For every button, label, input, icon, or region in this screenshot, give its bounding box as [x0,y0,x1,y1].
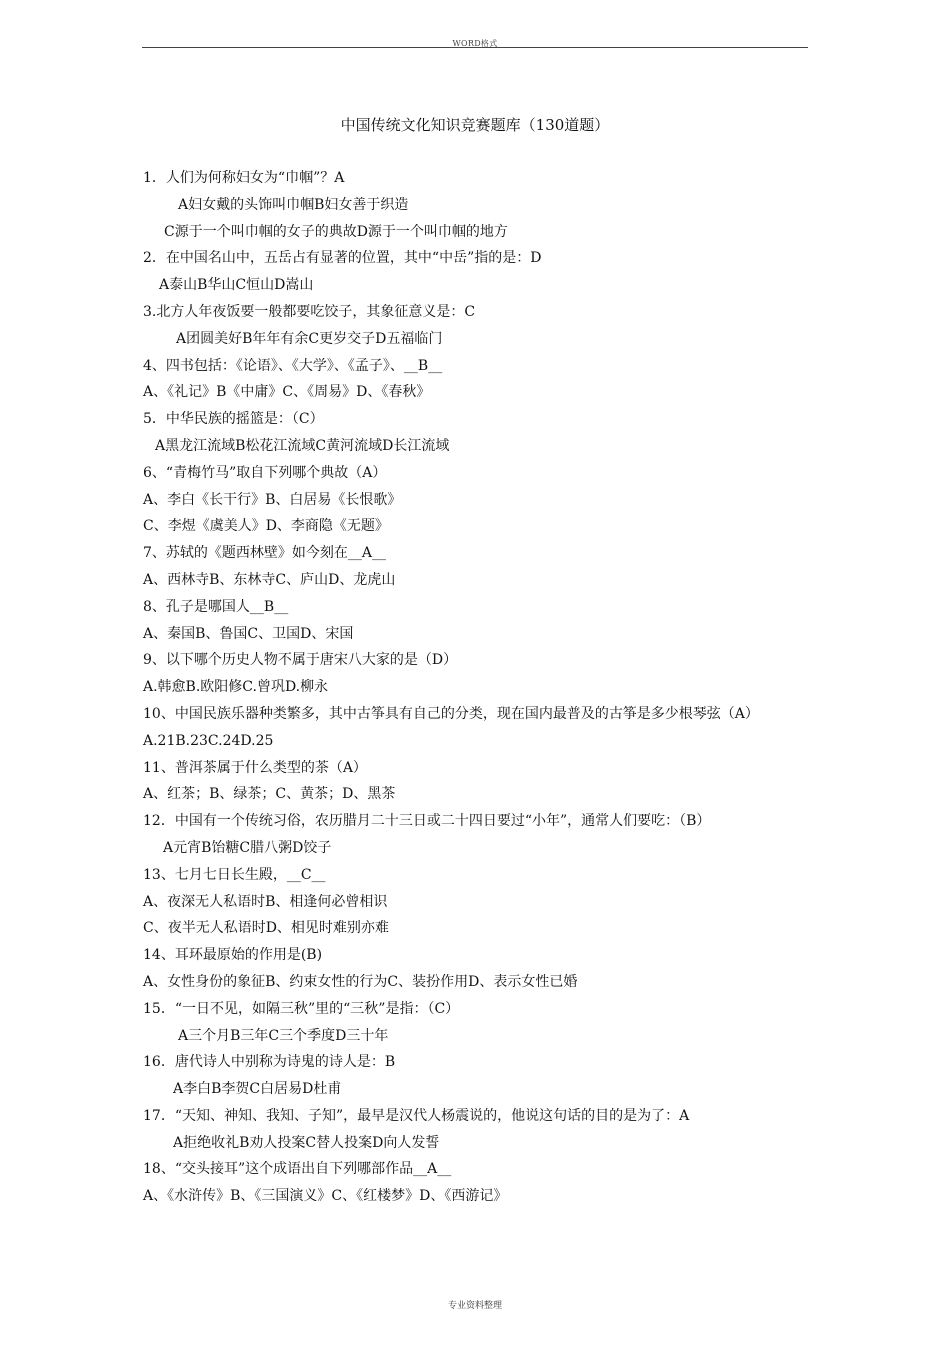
answer-options-line: A、秦国B、鲁国C、卫国D、宋国 [143,625,354,642]
question-line: 17．“天知、神知、我知、子知”，最早是汉代人杨震说的，他说这句话的目的是为了：A [143,1107,690,1124]
answer-options-line: A、《礼记》B《中庸》C、《周易》D、《春秋》 [143,384,431,401]
question-line: 2．在中国名山中，五岳占有显著的位置，其中“中岳”指的是：D [143,250,542,267]
answer-options-line: A、女性身份的象征B、约束女性的行为C、装扮作用D、表示女性已婚 [143,973,578,990]
question-line: 8、孔子是哪国人__B__ [143,598,289,615]
question-line: 15．“一日不见，如隔三秋”里的“三秋”是指：（C） [143,1000,460,1017]
answer-options-line: C源于一个叫巾帼的女子的典故D源于一个叫巾帼的地方 [164,223,508,240]
answer-options-line: A、西林寺B、东林寺C、庐山D、龙虎山 [143,571,396,588]
answer-options-line: A李白B李贺C白居易D杜甫 [173,1081,342,1098]
answer-options-line: A泰山B华山C恒山D嵩山 [159,277,314,294]
question-line: 1．人们为何称妇女为“巾帼”？A [143,170,345,186]
answer-options-line: A黑龙江流域B松花江流域C黄河流域D长江流域 [155,437,450,454]
question-line: 9、以下哪个历史人物不属于唐宋八大家的是（D） [143,652,458,669]
answer-options-line: A、夜深无人私语时B、相逢何必曾相识 [143,893,388,910]
page-footer: 专业资料整理 [447,1301,502,1311]
question-line: 6、“青梅竹马”取自下列哪个典故（A） [143,464,387,481]
question-line: 5．中华民族的摇篮是：（C） [143,411,324,428]
answer-options-line: A元宵B饴糖C腊八粥D饺子 [163,839,332,856]
question-line: 16．唐代诗人中别称为诗鬼的诗人是：B [143,1054,396,1071]
question-line: 13、七月七日长生殿，__C__ [143,866,326,883]
answer-options-line: A、李白《长干行》B、白居易《长恨歌》 [143,491,402,508]
answer-options-line: A、红茶；B、绿茶；C、黄茶；D、黑茶 [143,786,396,803]
header-text: WORD格式 [452,39,498,48]
answer-options-line: A团圆美好B年年有余C更岁交子D五福临门 [176,330,443,347]
header-rule [142,47,808,48]
question-line: 12．中国有一个传统习俗，农历腊月二十三日或二十四日要过“小年”，通常人们要吃：（B） [143,813,711,830]
answer-options-line: C、李煜《虞美人》D、李商隐《无题》 [143,518,389,535]
question-line: 18、“交头接耳”这个成语出自下列哪部作品__A__ [143,1161,452,1178]
question-line: 3.北方人年夜饭要一般都要吃饺子，其象征意义是：C [143,303,476,320]
answer-options-line: A、《水浒传》B、《三国演义》C、《红楼梦》D、《西游记》 [143,1188,508,1205]
question-line: 11、普洱茶属于什么类型的茶（A） [143,759,367,776]
question-line: 14、耳环最原始的作用是(B) [143,947,323,964]
answer-options-line: A三个月B三年C三个季度D三十年 [178,1027,389,1044]
answer-options-line: A.韩愈B.欧阳修C.曾巩D.柳永 [143,679,329,696]
question-line: 10、中国民族乐器种类繁多，其中古筝具有自己的分类，现在国内最普及的古筝是多少根琴弦（A） [143,705,759,722]
question-line: 4、四书包括：《论语》、《大学》、《孟子》、__B__ [143,357,443,374]
answer-options-line: C、夜半无人私语时D、相见时难别亦难 [143,920,389,937]
question-list [143,165,843,1210]
answer-options-line: A.21B.23C.24D.25 [143,732,274,749]
question-line: 7、苏轼的《题西林壁》如今刻在__A__ [143,545,387,562]
document-title: 中国传统文化知识竞赛题库（130道题） [340,116,610,134]
answer-options-line: A拒绝收礼B劝人投案C替人投案D向人发誓 [173,1134,440,1151]
answer-options-line: A妇女戴的头饰叫巾帼B妇女善于织造 [178,196,409,213]
